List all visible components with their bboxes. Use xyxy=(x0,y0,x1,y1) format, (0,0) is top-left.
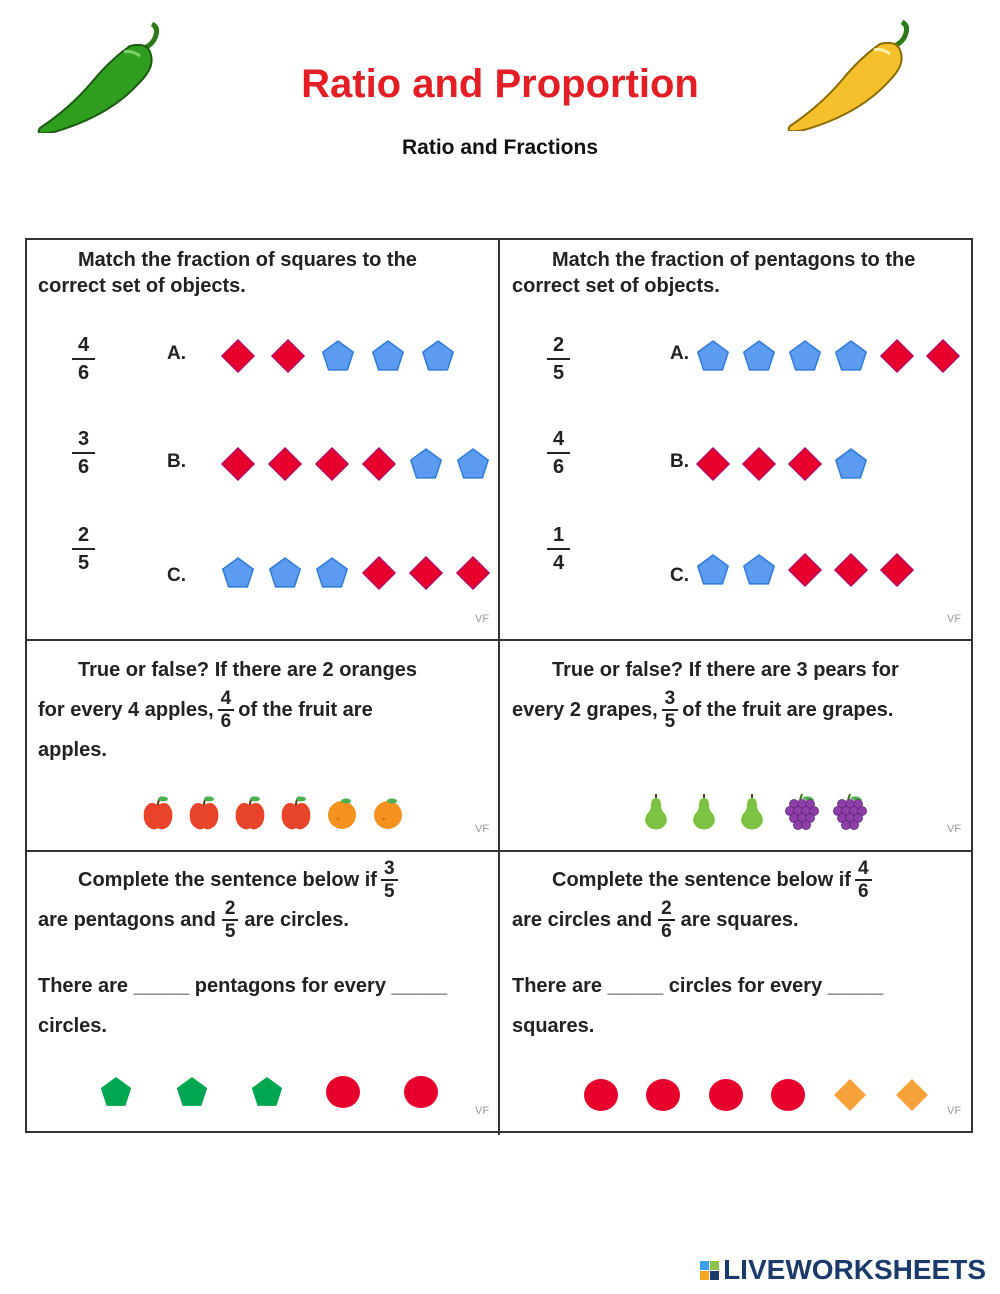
q6-line2 xyxy=(512,898,799,942)
red-circle xyxy=(770,1077,806,1113)
fraction-denominator: 6 xyxy=(78,456,90,478)
green-pentagon xyxy=(174,1074,210,1110)
blue-pentagon xyxy=(320,338,356,374)
liveworksheets-logo-icon xyxy=(700,1261,719,1280)
q6-line1-text: Complete the sentence below if xyxy=(552,869,851,891)
q3-line1: True or false? If there are 2 oranges xyxy=(78,659,418,681)
fraction-numerator: 4 xyxy=(547,426,570,454)
red-diamond xyxy=(833,552,869,588)
red-diamond xyxy=(787,446,823,482)
grid-divider-row1 xyxy=(25,639,973,641)
q5-line2a: are pentagons and xyxy=(38,909,216,931)
blue-pentagon xyxy=(220,555,256,591)
red-diamond xyxy=(314,446,350,482)
fraction-denominator: 6 xyxy=(78,362,90,384)
vf-mark: VF xyxy=(475,613,490,625)
fraction-denominator: 5 xyxy=(553,362,565,384)
red-diamond xyxy=(267,446,303,482)
q2-prompt: Match the fraction of pentagons to the correct set of objects. xyxy=(512,249,916,297)
q4-line2 xyxy=(512,688,893,732)
orange-diamond xyxy=(832,1077,868,1113)
fraction-numerator: 4 xyxy=(72,332,95,360)
fraction-denominator: 5 xyxy=(664,711,676,732)
q5-line2b: are circles. xyxy=(244,909,349,931)
vf-mark: VF xyxy=(947,1105,962,1117)
fraction-numerator: 1 xyxy=(547,522,570,550)
option-label: B. xyxy=(167,451,186,472)
orange-icon xyxy=(326,795,358,831)
q3-line3: apples. xyxy=(38,739,107,761)
q4-line2b: of the fruit are grapes. xyxy=(682,699,894,721)
grid-divider-vertical xyxy=(498,238,500,1135)
option-label: B. xyxy=(670,451,689,472)
red-circle xyxy=(325,1074,361,1110)
q4-line2a: every 2 grapes, xyxy=(512,699,658,721)
red-diamond xyxy=(220,338,256,374)
q4-line1: True or false? If there are 3 pears for xyxy=(552,659,899,681)
apple-icon xyxy=(234,795,266,831)
q2-fraction xyxy=(547,332,570,386)
q6-fraction-2 xyxy=(658,898,675,942)
red-diamond xyxy=(741,446,777,482)
fraction-denominator: 6 xyxy=(553,456,565,478)
q6-fraction-1 xyxy=(855,858,872,902)
page-title: Ratio and Proportion xyxy=(301,62,699,106)
blue-pentagon xyxy=(741,552,777,588)
fraction-denominator: 5 xyxy=(78,552,90,574)
q4-fraction xyxy=(662,688,679,732)
fraction-numerator: 3 xyxy=(662,688,679,711)
red-diamond xyxy=(695,446,731,482)
blue-pentagon xyxy=(695,552,731,588)
blue-pentagon xyxy=(267,555,303,591)
fraction-denominator: 6 xyxy=(857,881,869,902)
blue-pentagon xyxy=(455,446,491,482)
q3-line2a: for every 4 apples, xyxy=(38,699,214,721)
q6-line2a: are circles and xyxy=(512,909,653,931)
fraction-denominator: 6 xyxy=(220,711,232,732)
vf-mark: VF xyxy=(475,823,490,835)
red-circle xyxy=(645,1077,681,1113)
red-circle xyxy=(708,1077,744,1113)
fraction-numerator: 4 xyxy=(218,688,235,711)
pear-icon xyxy=(640,792,672,830)
q5-line2 xyxy=(38,898,349,942)
blue-pentagon xyxy=(408,446,444,482)
red-diamond xyxy=(361,555,397,591)
red-diamond xyxy=(925,338,961,374)
fraction-denominator: 5 xyxy=(224,921,236,942)
blue-pentagon xyxy=(787,338,823,374)
red-diamond xyxy=(361,446,397,482)
option-label: C. xyxy=(167,565,186,586)
q6-sentence-line1: There are _____ circles for every _____ xyxy=(512,975,884,997)
red-diamond xyxy=(270,338,306,374)
q2-fraction xyxy=(547,522,570,576)
blue-pentagon xyxy=(314,555,350,591)
apple-icon xyxy=(142,795,174,831)
fraction-denominator: 6 xyxy=(661,921,672,942)
red-diamond xyxy=(879,552,915,588)
blue-pentagon xyxy=(695,338,731,374)
red-circle xyxy=(403,1074,439,1110)
vf-mark: VF xyxy=(947,613,962,625)
q6-line2b: are squares. xyxy=(680,909,799,931)
fraction-numerator: 3 xyxy=(72,426,95,454)
option-label: A. xyxy=(670,343,689,364)
blue-pentagon xyxy=(370,338,406,374)
grid-divider-row2 xyxy=(25,850,973,852)
blue-pentagon xyxy=(833,338,869,374)
q1-fraction xyxy=(72,426,95,480)
green-pentagon xyxy=(98,1074,134,1110)
option-label: A. xyxy=(167,343,186,364)
blue-pentagon xyxy=(741,338,777,374)
q6-sentence-line2: squares. xyxy=(512,1015,595,1037)
green-pentagon xyxy=(249,1074,285,1110)
fraction-numerator: 2 xyxy=(547,332,570,360)
vf-mark: VF xyxy=(475,1105,490,1117)
q1-fraction xyxy=(72,332,95,386)
q3-line2 xyxy=(38,688,373,732)
q5-line1-text: Complete the sentence below if xyxy=(78,869,377,891)
fraction-denominator: 4 xyxy=(553,552,565,574)
q5-fraction-2 xyxy=(222,898,239,942)
blue-pentagon xyxy=(420,338,456,374)
grapes-icon xyxy=(832,792,868,832)
pear-icon xyxy=(688,792,720,830)
apple-icon xyxy=(188,795,220,831)
q5-line1 xyxy=(78,858,402,902)
fraction-numerator: 2 xyxy=(658,898,675,921)
red-diamond xyxy=(879,338,915,374)
q2-fraction xyxy=(547,426,570,480)
red-diamond xyxy=(408,555,444,591)
orange-icon xyxy=(372,795,404,831)
grapes-icon xyxy=(784,792,820,832)
vf-mark: VF xyxy=(947,823,962,835)
q3-fraction xyxy=(218,688,235,732)
q3-line2b: of the fruit are xyxy=(238,699,373,721)
pear-icon xyxy=(736,792,768,830)
q5-sentence-line1: There are _____ pentagons for every _____ xyxy=(38,975,448,997)
q5-fraction-1 xyxy=(381,858,398,902)
fraction-numerator: 3 xyxy=(381,858,398,881)
q6-line1 xyxy=(552,858,876,902)
orange-diamond xyxy=(894,1077,930,1113)
option-label: C. xyxy=(670,565,689,586)
fraction-numerator: 2 xyxy=(72,522,95,550)
fraction-numerator: 2 xyxy=(222,898,239,921)
q1-prompt: Match the fraction of squares to the correct set of objects. xyxy=(38,249,417,297)
brand-name: LIVEWORKSHEETS xyxy=(723,1254,986,1285)
q1-fraction xyxy=(72,522,95,576)
liveworksheets-logo xyxy=(700,1254,986,1286)
blue-pentagon xyxy=(833,446,869,482)
q5-sentence-line2: circles. xyxy=(38,1015,107,1037)
fraction-numerator: 4 xyxy=(855,858,872,881)
red-diamond xyxy=(787,552,823,588)
apple-icon xyxy=(280,795,312,831)
red-circle xyxy=(583,1077,619,1113)
red-diamond xyxy=(455,555,491,591)
page-subtitle: Ratio and Fractions xyxy=(401,136,599,159)
red-diamond xyxy=(220,446,256,482)
fraction-denominator: 5 xyxy=(383,881,395,902)
